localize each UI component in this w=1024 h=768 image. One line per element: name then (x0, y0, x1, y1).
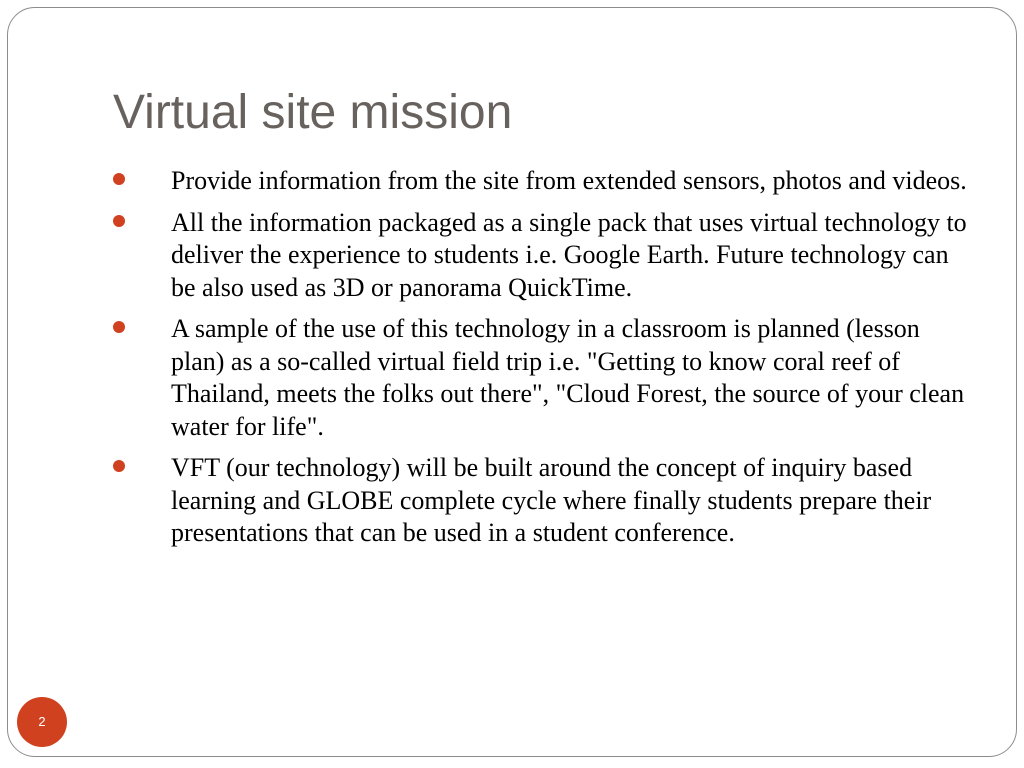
bullet-item (113, 313, 973, 443)
bullet-dot-icon (113, 215, 125, 227)
bullet-item (113, 207, 973, 305)
bullet-dot-icon (113, 321, 125, 333)
bullet-text: VFT (our technology) will be built around the concept of inquiry based learning and GLOBE complete cycle where finally students prepare their presentations that can be used in a student conference. (171, 453, 932, 547)
bullet-dot-icon (113, 460, 125, 472)
bullet-text: Provide information from the site from extended sensors, photos and videos. (171, 166, 967, 195)
bullet-item (113, 165, 973, 198)
bullet-item (113, 452, 973, 550)
page-number-badge: 2 (17, 697, 67, 747)
slide-title: Virtual site mission (113, 86, 513, 139)
bullet-text: A sample of the use of this technology in a classroom is planned (lesson plan) as a so-called virtual field trip i.e. "Getting to know coral reef of Thailand, meets the folks out there", "Cloud Forest, the source of your clean water for life". (171, 314, 965, 441)
bullet-text: All the information packaged as a single pack that uses virtual technology to deliver the experience to students i.e. Google Earth. Future technology can be also used as 3D or panorama QuickTime. (171, 207, 967, 302)
bullet-dot-icon (113, 173, 125, 185)
bullet-list (113, 165, 973, 559)
